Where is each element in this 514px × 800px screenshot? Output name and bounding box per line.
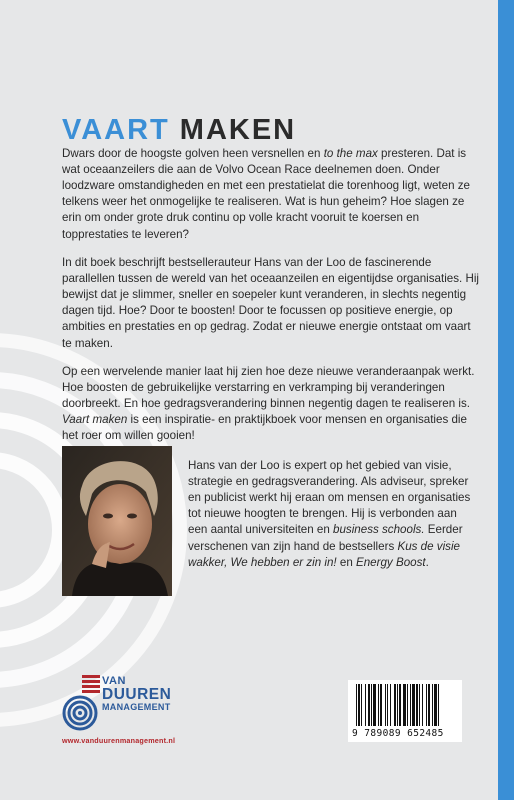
p3-italic: Vaart maken: [62, 413, 128, 427]
publisher-line-1: VAN: [102, 675, 126, 687]
book-title: [62, 115, 296, 145]
bio-text-b: Eerder verschenen van zijn hand de bestsellers: [188, 523, 463, 553]
blurb-paragraph-1: [62, 146, 482, 243]
author-photo: [62, 446, 172, 596]
p1-text-b: presteren. Dat is wat oceaanzeilers die aan de Volvo Ocean Race deelnemen doen. Onder loodzware omstandigheden en met een prestatielat die torenhoog ligt, weten ze telkens weer het onmogelijke te realiseren. Wat is hun geheim? Hoe slagen ze erin om onder grote druk continu op volle kracht vooruit te koersen en topprestaties te leveren?: [62, 146, 470, 241]
bio-text-d: .: [425, 555, 429, 569]
author-bio: [188, 458, 478, 571]
bio-italic-3: Energy Boost: [356, 555, 426, 569]
publisher-url[interactable]: www.vanduurenmanagement.nl: [62, 736, 176, 745]
bio-text-c: en: [336, 555, 356, 569]
isbn-number: 9 789089 652485: [352, 728, 444, 739]
publisher-line-3: MANAGEMENT: [102, 702, 171, 712]
barcode-bars: [354, 684, 456, 728]
p3-text-a: Op een wervelende manier laat hij zien hoe deze nieuwe veranderaanpak werkt. Hoe boosten de gebruikelijke verstarring en verkramping bij veranderingen doorbreekt. En hoe gedragsverandering binnen negentig dagen te realiseren is.: [62, 364, 475, 410]
blurb-paragraph-2: In dit boek beschrijft bestsellerauteur Hans van der Loo de fascinerende parallellen tussen de wereld van het oceaanzeilen en eigentijdse organisaties. Hij bewijst dat je slimmer, sneller en soepeler kunt veranderen, in slechts negentig dagen tijd. Hoe? Door te boosten! Door te focussen op positieve energie, op ambities en prestaties en op gedrag. Zodat er nieuwe energie ontstaat om vaart te maken.: [62, 255, 479, 350]
bio-italic-2: Kus de visie wakker, We hebben er zin in!: [188, 539, 460, 569]
p1-text-a: Dwars door de hoogste golven heen versnellen en: [62, 146, 324, 160]
bio-text-a: Hans van der Loo is expert op het gebied van visie, strategie en gedragsverandering. Als adviseur, spreker en publicist werkt hij eraan om mensen en organisaties tot nieuwe hoogten te brengen. Hij is verbonden aan een aantal universiteiten en: [188, 458, 471, 537]
publisher-name: [102, 675, 171, 714]
title-part-1: VAART: [62, 114, 170, 147]
publisher-line-2: DUUREN: [102, 686, 172, 703]
p3-text-b: is een inspiratie- en praktijkboek voor mensen en organisaties die het roer om willen gooien!: [62, 413, 467, 443]
p1-italic: to the max: [323, 146, 378, 160]
blurb-paragraph-3: [62, 364, 482, 445]
title-part-2: MAKEN: [179, 114, 297, 147]
bio-italic-1: business schools.: [333, 523, 425, 537]
isbn-barcode: [348, 680, 462, 742]
spine-stripe: [498, 0, 514, 800]
